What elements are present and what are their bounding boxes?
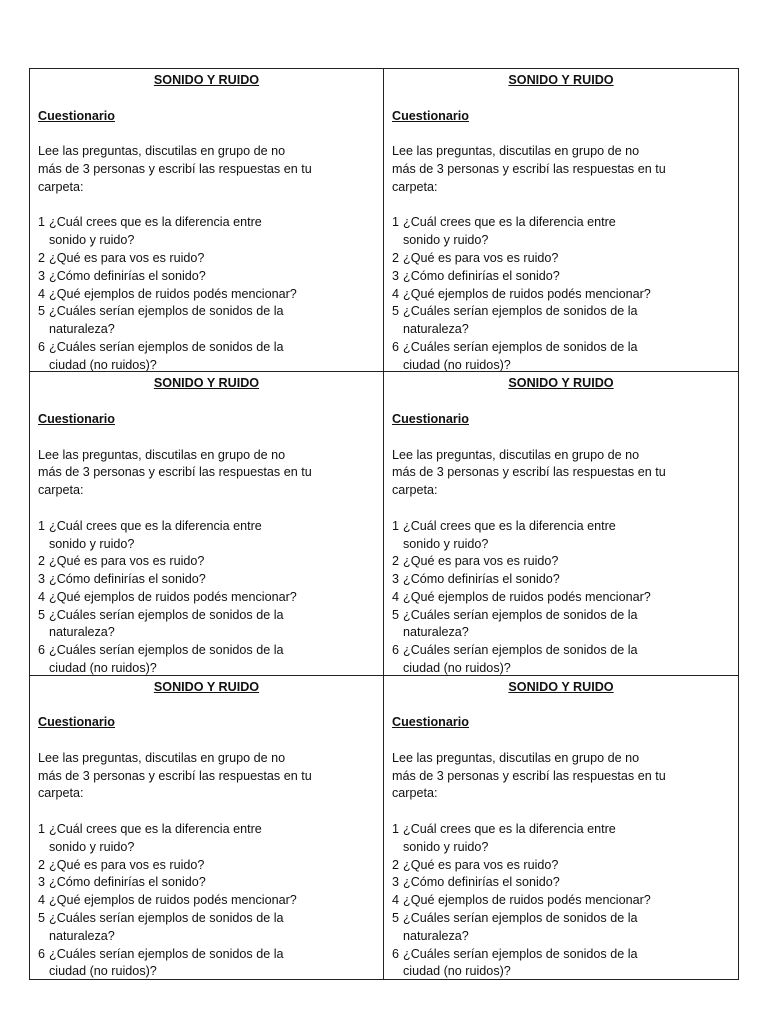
question-number: 3 (392, 268, 400, 283)
question-item (392, 910, 730, 946)
question-item (392, 857, 730, 875)
question-item (392, 607, 730, 643)
question-number: 5 (392, 607, 400, 622)
question-number: 5 (38, 607, 46, 622)
question-text: ¿Cuál crees que es la diferencia entre sonido y ruido? (49, 215, 262, 248)
instructions-text: Lee las preguntas, discutilas en grupo de no más de 3 personas y escribí las respuestas en tu carpeta: (392, 750, 666, 801)
questionnaire-card (384, 372, 738, 675)
question-text: ¿Cuáles serían ejemplos de sonidos de la ciudad (no ruidos)? (49, 946, 284, 979)
question-number: 3 (392, 875, 400, 890)
card-subtitle: Cuestionario (38, 411, 115, 426)
question-item (392, 268, 730, 286)
question-text: ¿Cómo definirías el sonido? (403, 572, 560, 587)
questionnaire-card (384, 676, 738, 979)
question-number: 5 (38, 304, 46, 319)
question-text: ¿Qué ejemplos de ruidos podés mencionar? (49, 589, 297, 604)
question-number: 2 (38, 250, 46, 265)
card-subtitle: Cuestionario (392, 715, 469, 730)
question-item (38, 607, 375, 643)
question-text: ¿Qué es para vos es ruido? (403, 250, 559, 265)
instructions-text: Lee las preguntas, discutilas en grupo de no más de 3 personas y escribí las respuestas en tu carpeta: (392, 144, 666, 194)
question-number: 5 (38, 911, 46, 926)
question-number: 4 (38, 589, 46, 604)
question-text: ¿Cómo definirías el sonido? (49, 572, 206, 587)
question-text: ¿Qué es para vos es ruido? (49, 857, 205, 872)
question-item (392, 821, 730, 857)
question-item (38, 286, 375, 304)
question-text: ¿Cuál crees que es la diferencia entre sonido y ruido? (49, 518, 262, 551)
question-text: ¿Cómo definirías el sonido? (403, 268, 560, 283)
question-item (38, 821, 375, 857)
question-number: 1 (38, 518, 46, 533)
question-number: 2 (38, 857, 46, 872)
question-text: ¿Qué ejemplos de ruidos podés mencionar? (403, 286, 651, 301)
question-item (38, 571, 375, 589)
question-item (392, 286, 730, 304)
question-item (38, 268, 375, 286)
question-item (38, 642, 375, 675)
question-item (392, 303, 730, 339)
question-number: 6 (38, 946, 46, 961)
worksheet-grid (29, 68, 739, 980)
question-text: ¿Cuál crees que es la diferencia entre sonido y ruido? (403, 518, 616, 551)
question-item (392, 874, 730, 892)
question-number: 3 (38, 268, 46, 283)
question-number: 3 (38, 572, 46, 587)
instructions-text: Lee las preguntas, discutilas en grupo de no más de 3 personas y escribí las respuestas en tu carpeta: (38, 447, 312, 498)
question-text: ¿Cuáles serían ejemplos de sonidos de la naturaleza? (403, 911, 638, 943)
question-item (392, 946, 730, 979)
question-item (38, 892, 375, 910)
question-number: 2 (392, 857, 400, 872)
question-list (38, 518, 375, 676)
question-number: 2 (392, 554, 400, 569)
question-item (392, 339, 730, 372)
question-text: ¿Cuáles serían ejemplos de sonidos de la naturaleza? (49, 304, 284, 337)
card-title: SONIDO Y RUIDO (508, 679, 614, 694)
question-number: 4 (38, 893, 46, 908)
question-text: ¿Cómo definirías el sonido? (403, 875, 560, 890)
question-number: 1 (38, 215, 46, 230)
question-number: 6 (38, 643, 46, 658)
card-title: SONIDO Y RUIDO (153, 376, 260, 391)
card-subtitle: Cuestionario (392, 411, 469, 426)
card-subtitle: Cuestionario (38, 715, 115, 730)
question-list (38, 821, 375, 979)
question-item (38, 250, 375, 268)
question-item (392, 214, 730, 250)
question-number: 6 (38, 339, 46, 354)
question-item (38, 303, 375, 339)
instructions-text: Lee las preguntas, discutilas en grupo de no más de 3 personas y escribí las respuestas en tu carpeta: (38, 750, 312, 801)
questionnaire-card (30, 676, 384, 979)
question-number: 4 (38, 286, 46, 301)
card-title: SONIDO Y RUIDO (153, 679, 260, 694)
question-number: 3 (38, 875, 46, 890)
question-text: ¿Cuáles serían ejemplos de sonidos de la ciudad (no ruidos)? (49, 339, 284, 372)
question-number: 5 (392, 304, 400, 319)
question-text: ¿Qué ejemplos de ruidos podés mencionar? (403, 893, 651, 908)
question-number: 5 (392, 911, 400, 926)
questionnaire-card (384, 69, 738, 372)
question-text: ¿Cuáles serían ejemplos de sonidos de la naturaleza? (403, 607, 638, 640)
question-number: 6 (392, 946, 400, 961)
instructions-text: Lee las preguntas, discutilas en grupo de no más de 3 personas y escribí las respuestas en tu carpeta: (38, 144, 312, 194)
question-item (392, 250, 730, 268)
question-item (392, 892, 730, 910)
question-text: ¿Qué es para vos es ruido? (49, 250, 205, 265)
question-text: ¿Qué es para vos es ruido? (403, 857, 559, 872)
question-item (392, 518, 730, 554)
question-number: 2 (38, 554, 46, 569)
question-number: 4 (392, 286, 400, 301)
card-title: SONIDO Y RUIDO (153, 73, 260, 87)
question-text: ¿Cuáles serían ejemplos de sonidos de la naturaleza? (403, 304, 638, 337)
question-number: 1 (392, 822, 400, 837)
question-number: 6 (392, 643, 400, 658)
question-text: ¿Cuáles serían ejemplos de sonidos de la ciudad (no ruidos)? (403, 339, 638, 372)
question-item (38, 910, 375, 946)
question-item (392, 553, 730, 571)
question-number: 2 (392, 250, 400, 265)
question-item (392, 571, 730, 589)
question-item (38, 946, 375, 979)
question-number: 1 (392, 215, 400, 230)
question-text: ¿Cuáles serían ejemplos de sonidos de la ciudad (no ruidos)? (49, 643, 284, 676)
question-text: ¿Cuál crees que es la diferencia entre sonido y ruido? (403, 215, 616, 248)
question-text: ¿Cómo definirías el sonido? (49, 268, 206, 283)
question-number: 4 (392, 589, 400, 604)
question-list (38, 214, 375, 372)
questionnaire-card (30, 69, 384, 372)
card-subtitle: Cuestionario (392, 108, 469, 123)
question-text: ¿Cómo definirías el sonido? (49, 875, 206, 890)
question-text: ¿Qué ejemplos de ruidos podés mencionar? (49, 286, 297, 301)
question-text: ¿Cuál crees que es la diferencia entre sonido y ruido? (49, 822, 262, 854)
questionnaire-card (30, 372, 384, 675)
question-number: 4 (392, 893, 400, 908)
question-item (38, 857, 375, 875)
question-text: ¿Cuáles serían ejemplos de sonidos de la naturaleza? (49, 607, 284, 640)
question-text: ¿Qué es para vos es ruido? (49, 554, 205, 569)
question-item (38, 518, 375, 554)
question-text: ¿Cuál crees que es la diferencia entre sonido y ruido? (403, 822, 616, 854)
question-text: ¿Cuáles serían ejemplos de sonidos de la ciudad (no ruidos)? (403, 946, 638, 979)
card-subtitle: Cuestionario (38, 108, 115, 123)
question-item (38, 874, 375, 892)
question-item (392, 642, 730, 675)
question-number: 6 (392, 339, 400, 354)
question-list (392, 214, 730, 372)
question-number: 1 (392, 518, 400, 533)
question-list (392, 821, 730, 979)
question-item (38, 553, 375, 571)
question-text: ¿Qué es para vos es ruido? (403, 554, 559, 569)
question-number: 1 (38, 822, 46, 837)
question-item (392, 589, 730, 607)
card-title: SONIDO Y RUIDO (508, 73, 614, 87)
question-list (392, 518, 730, 676)
question-item (38, 214, 375, 250)
question-text: ¿Qué ejemplos de ruidos podés mencionar? (403, 589, 651, 604)
card-title: SONIDO Y RUIDO (508, 376, 614, 391)
question-item (38, 589, 375, 607)
question-number: 3 (392, 572, 400, 587)
question-text: ¿Qué ejemplos de ruidos podés mencionar? (49, 893, 297, 908)
instructions-text: Lee las preguntas, discutilas en grupo de no más de 3 personas y escribí las respuestas en tu carpeta: (392, 447, 666, 498)
question-text: ¿Cuáles serían ejemplos de sonidos de la ciudad (no ruidos)? (403, 643, 638, 676)
question-item (38, 339, 375, 372)
question-text: ¿Cuáles serían ejemplos de sonidos de la naturaleza? (49, 911, 284, 943)
